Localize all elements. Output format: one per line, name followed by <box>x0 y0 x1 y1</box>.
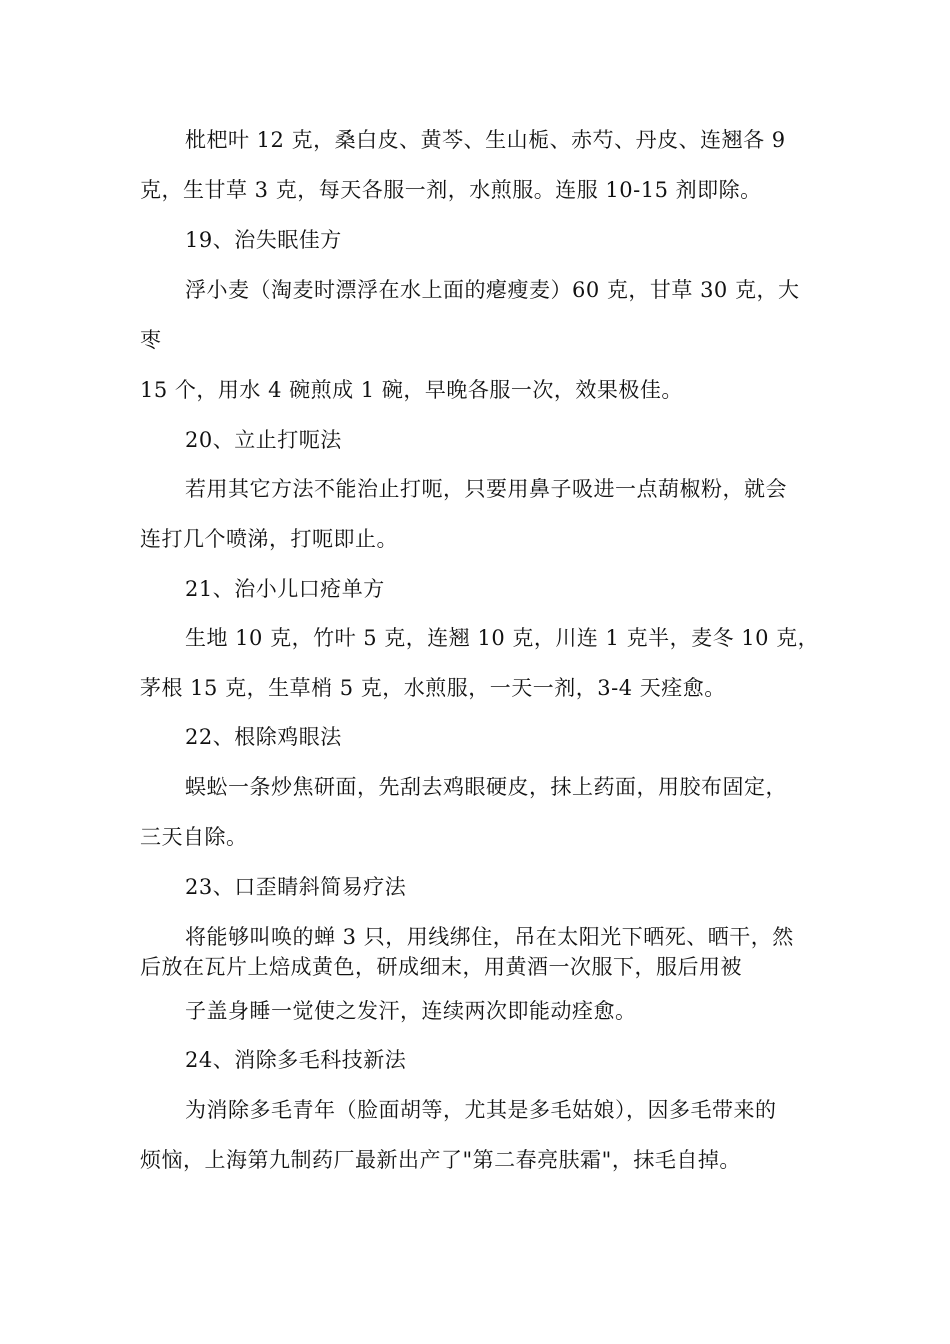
section-heading: 24、消除多毛科技新法 <box>185 1048 407 1072</box>
text-line: 蜈蚣一条炒焦研面，先刮去鸡眼硬皮，抹上药面，用胶布固定， <box>185 775 787 799</box>
text-line: 三天自除。 <box>140 825 248 849</box>
text-line: 浮小麦（淘麦时漂浮在水上面的瘪瘦麦）60 克，甘草 30 克，大 <box>185 278 800 302</box>
text-line: 枇杷叶 12 克，桑白皮、黄芩、生山栀、赤芍、丹皮、连翘各 9 <box>185 128 786 152</box>
section-heading: 23、口歪睛斜简易疗法 <box>185 875 407 899</box>
text-line: 生地 10 克，竹叶 5 克，连翘 10 克，川连 1 克半，麦冬 10 克， <box>185 626 820 650</box>
text-line: 克，生甘草 3 克，每天各服一剂，水煎服。连服 10-15 剂即除。 <box>140 178 762 202</box>
text-line: 15 个，用水 4 碗煎成 1 碗，早晚各服一次，效果极佳。 <box>140 378 683 402</box>
section-heading: 20、立止打呃法 <box>185 428 342 452</box>
section-heading: 22、根除鸡眼法 <box>185 725 342 749</box>
text-line: 若用其它方法不能治止打呃，只要用鼻子吸进一点葫椒粉，就会 <box>185 477 787 501</box>
text-line: 为消除多毛青年（脸面胡等，尤其是多毛姑娘），因多毛带来的 <box>185 1098 777 1122</box>
text-line: 连打几个喷涕，打呃即止。 <box>140 527 398 551</box>
text-line: 子盖身睡一觉使之发汗，连续两次即能动痊愈。 <box>185 999 637 1023</box>
text-line: 将能够叫唤的蝉 3 只，用线绑住，吊在太阳光下晒死、晒干，然 <box>185 925 794 949</box>
text-line: 枣 <box>140 328 162 352</box>
text-line: 烦恼，上海第九制药厂最新出产了"第二春亮肤霜"，抹毛自掉。 <box>140 1148 741 1172</box>
text-line: 后放在瓦片上焙成黄色，研成细末，用黄酒一次服下，服后用被 <box>140 955 742 979</box>
section-heading: 21、治小儿口疮单方 <box>185 577 385 601</box>
section-heading: 19、治失眠佳方 <box>185 228 342 252</box>
text-line: 茅根 15 克，生草梢 5 克，水煎服，一天一剂，3-4 天痊愈。 <box>140 676 726 700</box>
